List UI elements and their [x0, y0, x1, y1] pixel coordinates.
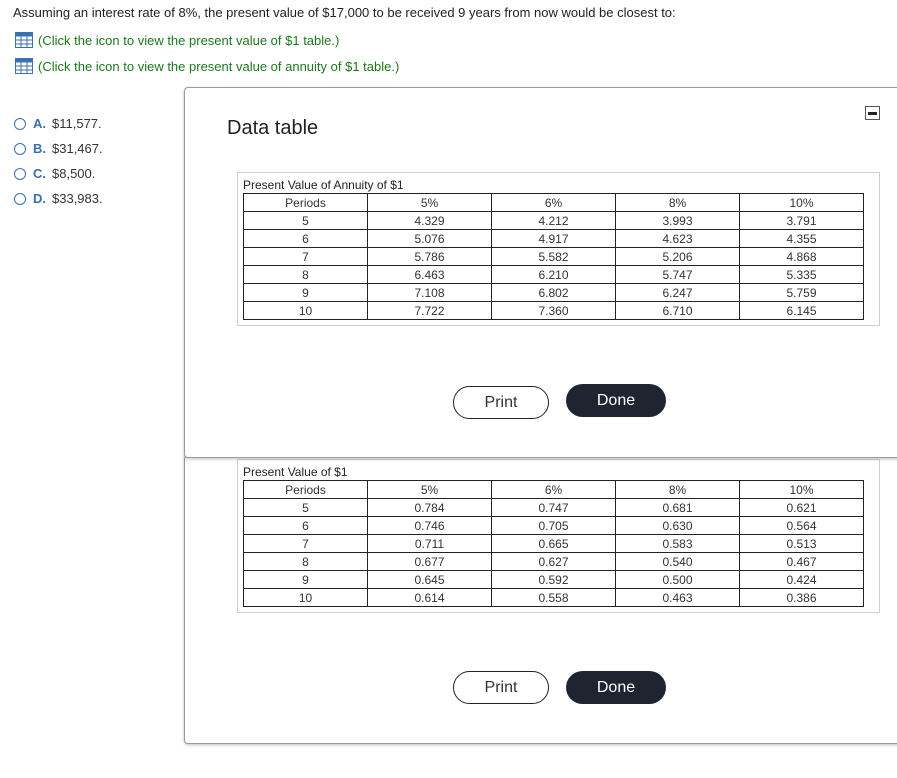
table-cell: 6.145: [740, 302, 864, 320]
done-button[interactable]: Done: [566, 384, 666, 417]
table-cell: 0.614: [368, 589, 492, 607]
table-cell: 0.677: [368, 553, 492, 571]
table-cell: 7: [244, 248, 368, 266]
minimize-icon[interactable]: [865, 106, 880, 120]
annuity-table-caption: Present Value of Annuity of $1: [243, 178, 404, 192]
pv-table: [243, 480, 864, 607]
table-cell: 0.583: [616, 535, 740, 553]
pv-table-link-label[interactable]: (Click the icon to view the present value of $1 table.): [38, 32, 340, 48]
pv-data-dialog: [184, 455, 897, 744]
table-row: [244, 535, 864, 553]
table-cell: 3.791: [740, 212, 864, 230]
table-cell: 6: [244, 230, 368, 248]
table-cell: 0.630: [616, 517, 740, 535]
table-header-row: [244, 194, 864, 212]
header-cell: 10%: [740, 481, 864, 499]
table-cell: 4.917: [492, 230, 616, 248]
table-row: [244, 284, 864, 302]
option-value: $8,500.: [52, 166, 96, 181]
table-cell: 0.784: [368, 499, 492, 517]
option-letter: A.: [33, 116, 46, 131]
table-cell: 0.746: [368, 517, 492, 535]
option-b[interactable]: [14, 136, 103, 161]
table-cell: 5.076: [368, 230, 492, 248]
option-c[interactable]: [14, 161, 103, 186]
table-row: [244, 266, 864, 284]
header-cell: 10%: [740, 194, 864, 212]
table-cell: 5: [244, 212, 368, 230]
option-value: $33,983.: [52, 191, 103, 206]
dialog-title: Data table: [227, 117, 319, 139]
radio-button[interactable]: [14, 193, 26, 205]
print-button[interactable]: Print: [453, 386, 549, 419]
table-cell: 9: [244, 571, 368, 589]
table-cell: 5.582: [492, 248, 616, 266]
table-cell: 7: [244, 535, 368, 553]
table-cell: 10: [244, 302, 368, 320]
table-cell: 5.335: [740, 266, 864, 284]
radio-button[interactable]: [14, 118, 26, 130]
table-cell: 0.747: [492, 499, 616, 517]
table-cell: 0.500: [616, 571, 740, 589]
table-row: [244, 553, 864, 571]
table-icon[interactable]: [15, 32, 33, 48]
table-cell: 3.993: [616, 212, 740, 230]
table-cell: 6.802: [492, 284, 616, 302]
table-cell: 0.645: [368, 571, 492, 589]
pv-table-link[interactable]: [15, 32, 339, 48]
table-cell: 6.210: [492, 266, 616, 284]
table-cell: 0.467: [740, 553, 864, 571]
table-cell: 0.592: [492, 571, 616, 589]
option-d[interactable]: [14, 186, 103, 211]
radio-button[interactable]: [14, 168, 26, 180]
table-cell: 4.329: [368, 212, 492, 230]
table-cell: 4.623: [616, 230, 740, 248]
table-cell: 0.513: [740, 535, 864, 553]
option-letter: B.: [33, 141, 46, 156]
table-cell: 5.786: [368, 248, 492, 266]
table-cell: 0.705: [492, 517, 616, 535]
header-cell: 6%: [492, 481, 616, 499]
table-cell: 0.564: [740, 517, 864, 535]
table-cell: 0.681: [616, 499, 740, 517]
table-cell: 0.386: [740, 589, 864, 607]
table-cell: 6: [244, 517, 368, 535]
table-row: [244, 248, 864, 266]
table-cell: 0.463: [616, 589, 740, 607]
table-cell: 0.540: [616, 553, 740, 571]
pv-table-caption: Present Value of $1: [243, 465, 348, 479]
table-cell: 5.747: [616, 266, 740, 284]
table-cell: 0.627: [492, 553, 616, 571]
option-a[interactable]: [14, 111, 103, 136]
table-cell: 4.868: [740, 248, 864, 266]
header-cell: 8%: [616, 481, 740, 499]
annuity-table-link[interactable]: [15, 58, 399, 74]
table-cell: 5.759: [740, 284, 864, 302]
table-row: [244, 499, 864, 517]
table-cell: 0.558: [492, 589, 616, 607]
header-cell: Periods: [244, 481, 368, 499]
table-cell: 7.108: [368, 284, 492, 302]
table-row: [244, 212, 864, 230]
header-cell: Periods: [244, 194, 368, 212]
option-value: $31,467.: [52, 141, 103, 156]
option-letter: C.: [33, 166, 46, 181]
answer-options: [14, 111, 103, 211]
table-row: [244, 571, 864, 589]
table-icon[interactable]: [15, 58, 33, 74]
table-cell: 8: [244, 553, 368, 571]
table-cell: 6.710: [616, 302, 740, 320]
table-cell: 9: [244, 284, 368, 302]
table-cell: 5.206: [616, 248, 740, 266]
annuity-data-dialog: [184, 87, 897, 458]
table-cell: 0.665: [492, 535, 616, 553]
question-text: Assuming an interest rate of 8%, the present value of $17,000 to be received 9 years from now would be closest to:: [13, 5, 676, 20]
done-button[interactable]: Done: [566, 671, 666, 704]
table-cell: 0.711: [368, 535, 492, 553]
table-cell: 6.463: [368, 266, 492, 284]
table-cell: 5: [244, 499, 368, 517]
table-cell: 8: [244, 266, 368, 284]
table-cell: 0.621: [740, 499, 864, 517]
table-row: [244, 302, 864, 320]
annuity-table: [243, 193, 864, 320]
annuity-table-link-label[interactable]: (Click the icon to view the present value of annuity of $1 table.): [38, 58, 400, 74]
header-cell: 6%: [492, 194, 616, 212]
table-header-row: [244, 481, 864, 499]
table-row: [244, 589, 864, 607]
table-cell: 6.247: [616, 284, 740, 302]
print-button[interactable]: Print: [453, 671, 549, 704]
pv-table-panel: [237, 459, 880, 613]
table-cell: 0.424: [740, 571, 864, 589]
table-cell: 7.722: [368, 302, 492, 320]
table-cell: 7.360: [492, 302, 616, 320]
header-cell: 5%: [368, 481, 492, 499]
table-cell: 4.355: [740, 230, 864, 248]
table-row: [244, 517, 864, 535]
header-cell: 8%: [616, 194, 740, 212]
table-cell: 10: [244, 589, 368, 607]
table-row: [244, 230, 864, 248]
option-letter: D.: [33, 191, 46, 206]
annuity-table-panel: [237, 172, 880, 326]
header-cell: 5%: [368, 194, 492, 212]
table-cell: 4.212: [492, 212, 616, 230]
option-value: $11,577.: [52, 116, 102, 131]
radio-button[interactable]: [14, 143, 26, 155]
